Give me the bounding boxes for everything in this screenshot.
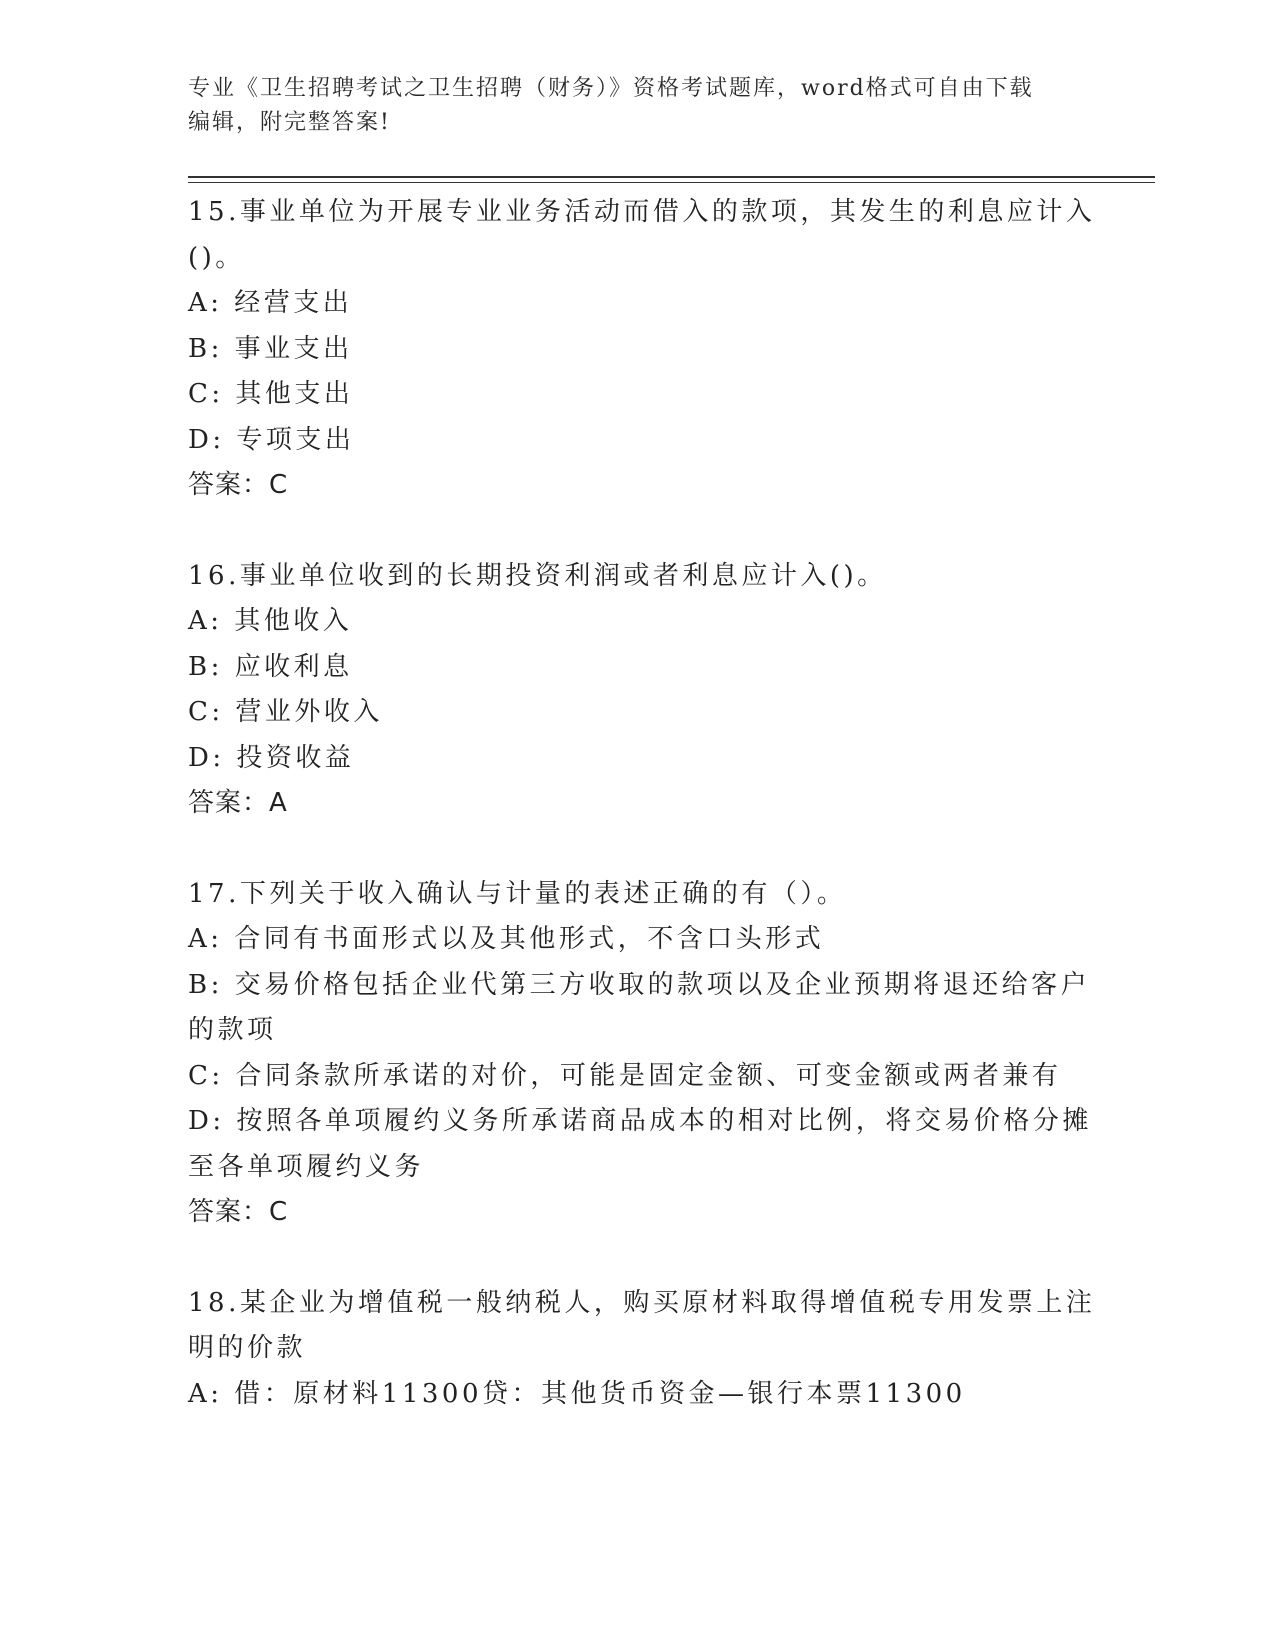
question-spacer xyxy=(188,827,1078,872)
option-d: D: 专项支出 xyxy=(188,424,355,455)
header-line-1: 专业《卫生招聘考试之卫生招聘（财务）》资格考试题库，word格式可自由下载 xyxy=(188,76,1034,101)
header-divider-thick xyxy=(188,176,1155,178)
question-stem: 17.下列关于收入确认与计量的表述正确的有（）。 xyxy=(188,878,847,909)
option-b: B: 事业支出 xyxy=(188,333,353,364)
question-stem: ()。 xyxy=(188,242,245,273)
question-stem: 15.事业单位为开展专业业务活动而借入的款项，其发生的利息应计入 xyxy=(188,197,1096,227)
option-b-continued: 的款项 xyxy=(188,1015,277,1045)
answer: 答案：C xyxy=(188,470,289,500)
question-list xyxy=(188,190,1096,1417)
option-a: A: 经营支出 xyxy=(188,288,353,318)
document-header xyxy=(188,72,1068,140)
question-stem: 18.某企业为增值税一般纳税人，购买原材料取得增值税专用发票上注 xyxy=(188,1287,1096,1318)
option-d-continued: 至各单项履约义务 xyxy=(188,1151,425,1182)
answer: 答案：C xyxy=(188,1197,289,1227)
option-b: B: 交易价格包括企业代第三方收取的款项以及企业预期将退还给客户 xyxy=(188,969,1091,1000)
question-block xyxy=(188,872,1092,1236)
question-block xyxy=(188,1281,1096,1418)
option-a: A: 其他收入 xyxy=(188,606,353,636)
header-line-2: 编辑，附完整答案! xyxy=(188,110,391,135)
option-b: B: 应收利息 xyxy=(188,651,353,682)
question-spacer xyxy=(188,509,1078,554)
option-a: A: 合同有书面形式以及其他形式，不含口头形式 xyxy=(188,924,825,954)
answer: 答案：A xyxy=(188,788,288,818)
header-divider-thin xyxy=(188,182,1155,183)
question-stem: 明的价款 xyxy=(188,1333,307,1363)
question-block xyxy=(188,190,1096,509)
question-spacer xyxy=(188,1236,1078,1281)
option-d: D: 投资收益 xyxy=(188,742,355,773)
option-c: C: 合同条款所承诺的对价，可能是固定金额、可变金额或两者兼有 xyxy=(188,1060,1062,1091)
option-c: C: 其他支出 xyxy=(188,379,354,409)
question-stem: 16.事业单位收到的长期投资利润或者利息应计入()。 xyxy=(188,560,887,591)
option-c: C: 营业外收入 xyxy=(188,697,383,727)
option-d: D: 按照各单项履约义务所承诺商品成本的相对比例，将交易价格分摊 xyxy=(188,1106,1092,1136)
question-block xyxy=(188,554,1078,827)
option-a: A: 借：原材料11300贷：其他货币资金—银行本票11300 xyxy=(188,1378,966,1409)
